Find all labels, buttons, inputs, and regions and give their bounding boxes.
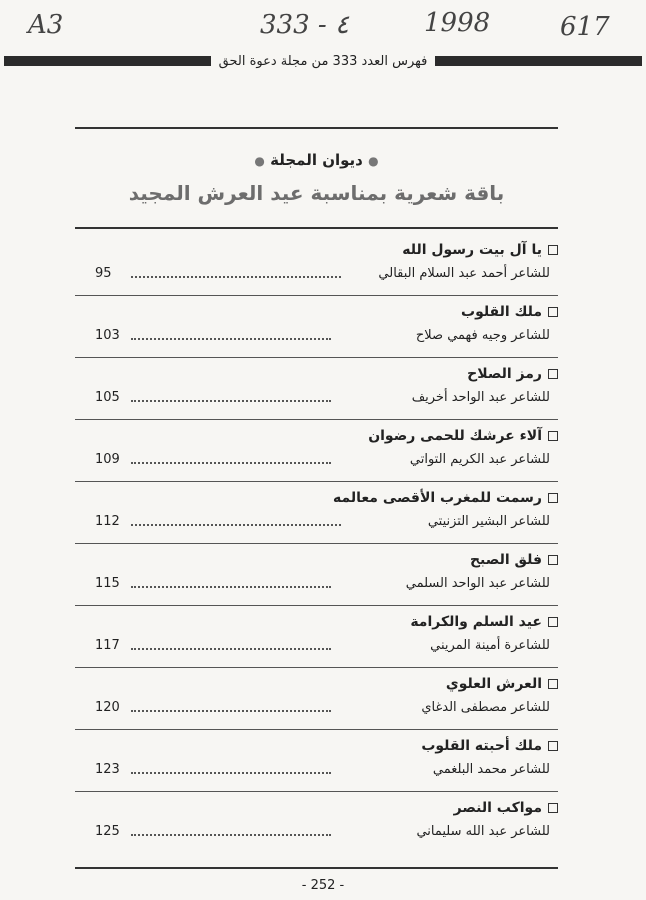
checkbox-icon	[548, 369, 558, 379]
poem-title-text: عيد السلم والكرامة	[410, 614, 542, 630]
page-ref: 112	[95, 514, 120, 529]
dot-leader	[131, 523, 341, 526]
author-name: للشاعر أحمد عبد السلام البقالي	[378, 266, 550, 281]
page-ref: 117	[95, 638, 120, 653]
dot-leader	[131, 647, 331, 650]
poem-title	[467, 366, 558, 382]
dot-leader	[131, 337, 331, 340]
author-name: للشاعرة أمينة المريني	[430, 638, 550, 653]
author-name: للشاعر مصطفى الدغاي	[421, 700, 550, 715]
poem-title-text: ملك القلوب	[461, 304, 542, 320]
dot-leader	[131, 833, 331, 836]
bullet-icon: ●	[368, 154, 379, 168]
checkbox-icon	[548, 431, 558, 441]
poem-title-text: العرش العلوي	[445, 676, 542, 692]
dot-leader	[131, 461, 331, 464]
section-title-text: ديوان المجلة	[270, 151, 363, 169]
handwritten-notes	[0, 6, 646, 46]
poem-title-text: رمز الصلاح	[467, 366, 542, 382]
checkbox-icon	[548, 245, 558, 255]
bullet-icon: ●	[254, 154, 265, 168]
handwritten-note: 617	[560, 12, 610, 42]
poem-title	[470, 552, 558, 568]
poem-title	[368, 428, 558, 444]
checkbox-icon	[548, 617, 558, 627]
author-name: للشاعر عبد الواحد السلمي	[405, 576, 550, 591]
page-ref: 95	[95, 266, 112, 281]
poem-title-text: آلاء عرشك للحمى رضوان	[368, 428, 542, 444]
page-ref: 105	[95, 390, 120, 405]
author-name: للشاعر عبد الكريم التواتي	[409, 452, 550, 467]
toc-entry	[75, 482, 558, 544]
author-name: للشاعر البشير التزنيتي	[427, 514, 550, 529]
toc-entry	[75, 420, 558, 482]
header-stripe-left	[4, 56, 211, 66]
header-text: فهرس العدد 333 من مجلة دعوة الحق	[218, 53, 428, 69]
checkbox-icon	[548, 307, 558, 317]
poem-title	[333, 490, 558, 506]
poem-title-text: يا آل بيت رسول الله	[402, 242, 542, 258]
page-ref: 109	[95, 452, 120, 467]
poem-title-text: ملك أحبته القلوب	[421, 738, 542, 754]
dot-leader	[131, 275, 341, 278]
toc-entry	[75, 668, 558, 730]
checkbox-icon	[548, 679, 558, 689]
toc-entry	[75, 234, 558, 296]
dot-leader	[131, 709, 331, 712]
divider	[75, 227, 558, 229]
toc-entry	[75, 792, 558, 854]
poem-title	[461, 304, 558, 320]
page-number: - 252 -	[301, 878, 345, 893]
section-title	[75, 151, 558, 169]
poem-title	[410, 614, 558, 630]
handwritten-note: A3	[28, 10, 64, 40]
poem-title-text: رسمت للمغرب الأقصى معالمه	[332, 490, 542, 506]
toc-entry	[75, 606, 558, 668]
author-name: للشاعر عبد الواحد أخريف	[411, 390, 550, 405]
page-ref: 120	[95, 700, 120, 715]
dot-leader	[131, 399, 331, 402]
page-ref: 125	[95, 824, 120, 839]
author-name: للشاعر محمد البلغمي	[432, 762, 550, 777]
poem-title-text: فلق الصبح	[469, 552, 542, 568]
page-ref: 103	[95, 328, 120, 343]
poem-title-text: مواكب النصر	[453, 800, 542, 816]
checkbox-icon	[548, 741, 558, 751]
checkbox-icon	[548, 555, 558, 565]
header-stripe-right	[435, 56, 642, 66]
running-header	[4, 52, 642, 70]
contents-frame	[75, 127, 558, 869]
toc-entry	[75, 296, 558, 358]
toc-entry	[75, 544, 558, 606]
toc-entry	[75, 358, 558, 420]
author-name: للشاعر عبد الله سليماني	[416, 824, 550, 839]
page-ref: 123	[95, 762, 120, 777]
author-name: للشاعر وجيه فهمي صلاح	[415, 328, 550, 343]
poem-title	[446, 676, 558, 692]
collection-title: باقة شعرية بمناسبة عيد العرش المجيد	[128, 181, 505, 205]
poem-title	[421, 738, 558, 754]
handwritten-note: 333 - ٤	[260, 10, 349, 40]
poem-title	[402, 242, 558, 258]
poem-title	[454, 800, 558, 816]
handwritten-note: 1998	[424, 8, 491, 38]
page-ref: 115	[95, 576, 120, 591]
toc-entry	[75, 730, 558, 792]
dot-leader	[131, 771, 331, 774]
dot-leader	[131, 585, 331, 588]
checkbox-icon	[548, 803, 558, 813]
checkbox-icon	[548, 493, 558, 503]
